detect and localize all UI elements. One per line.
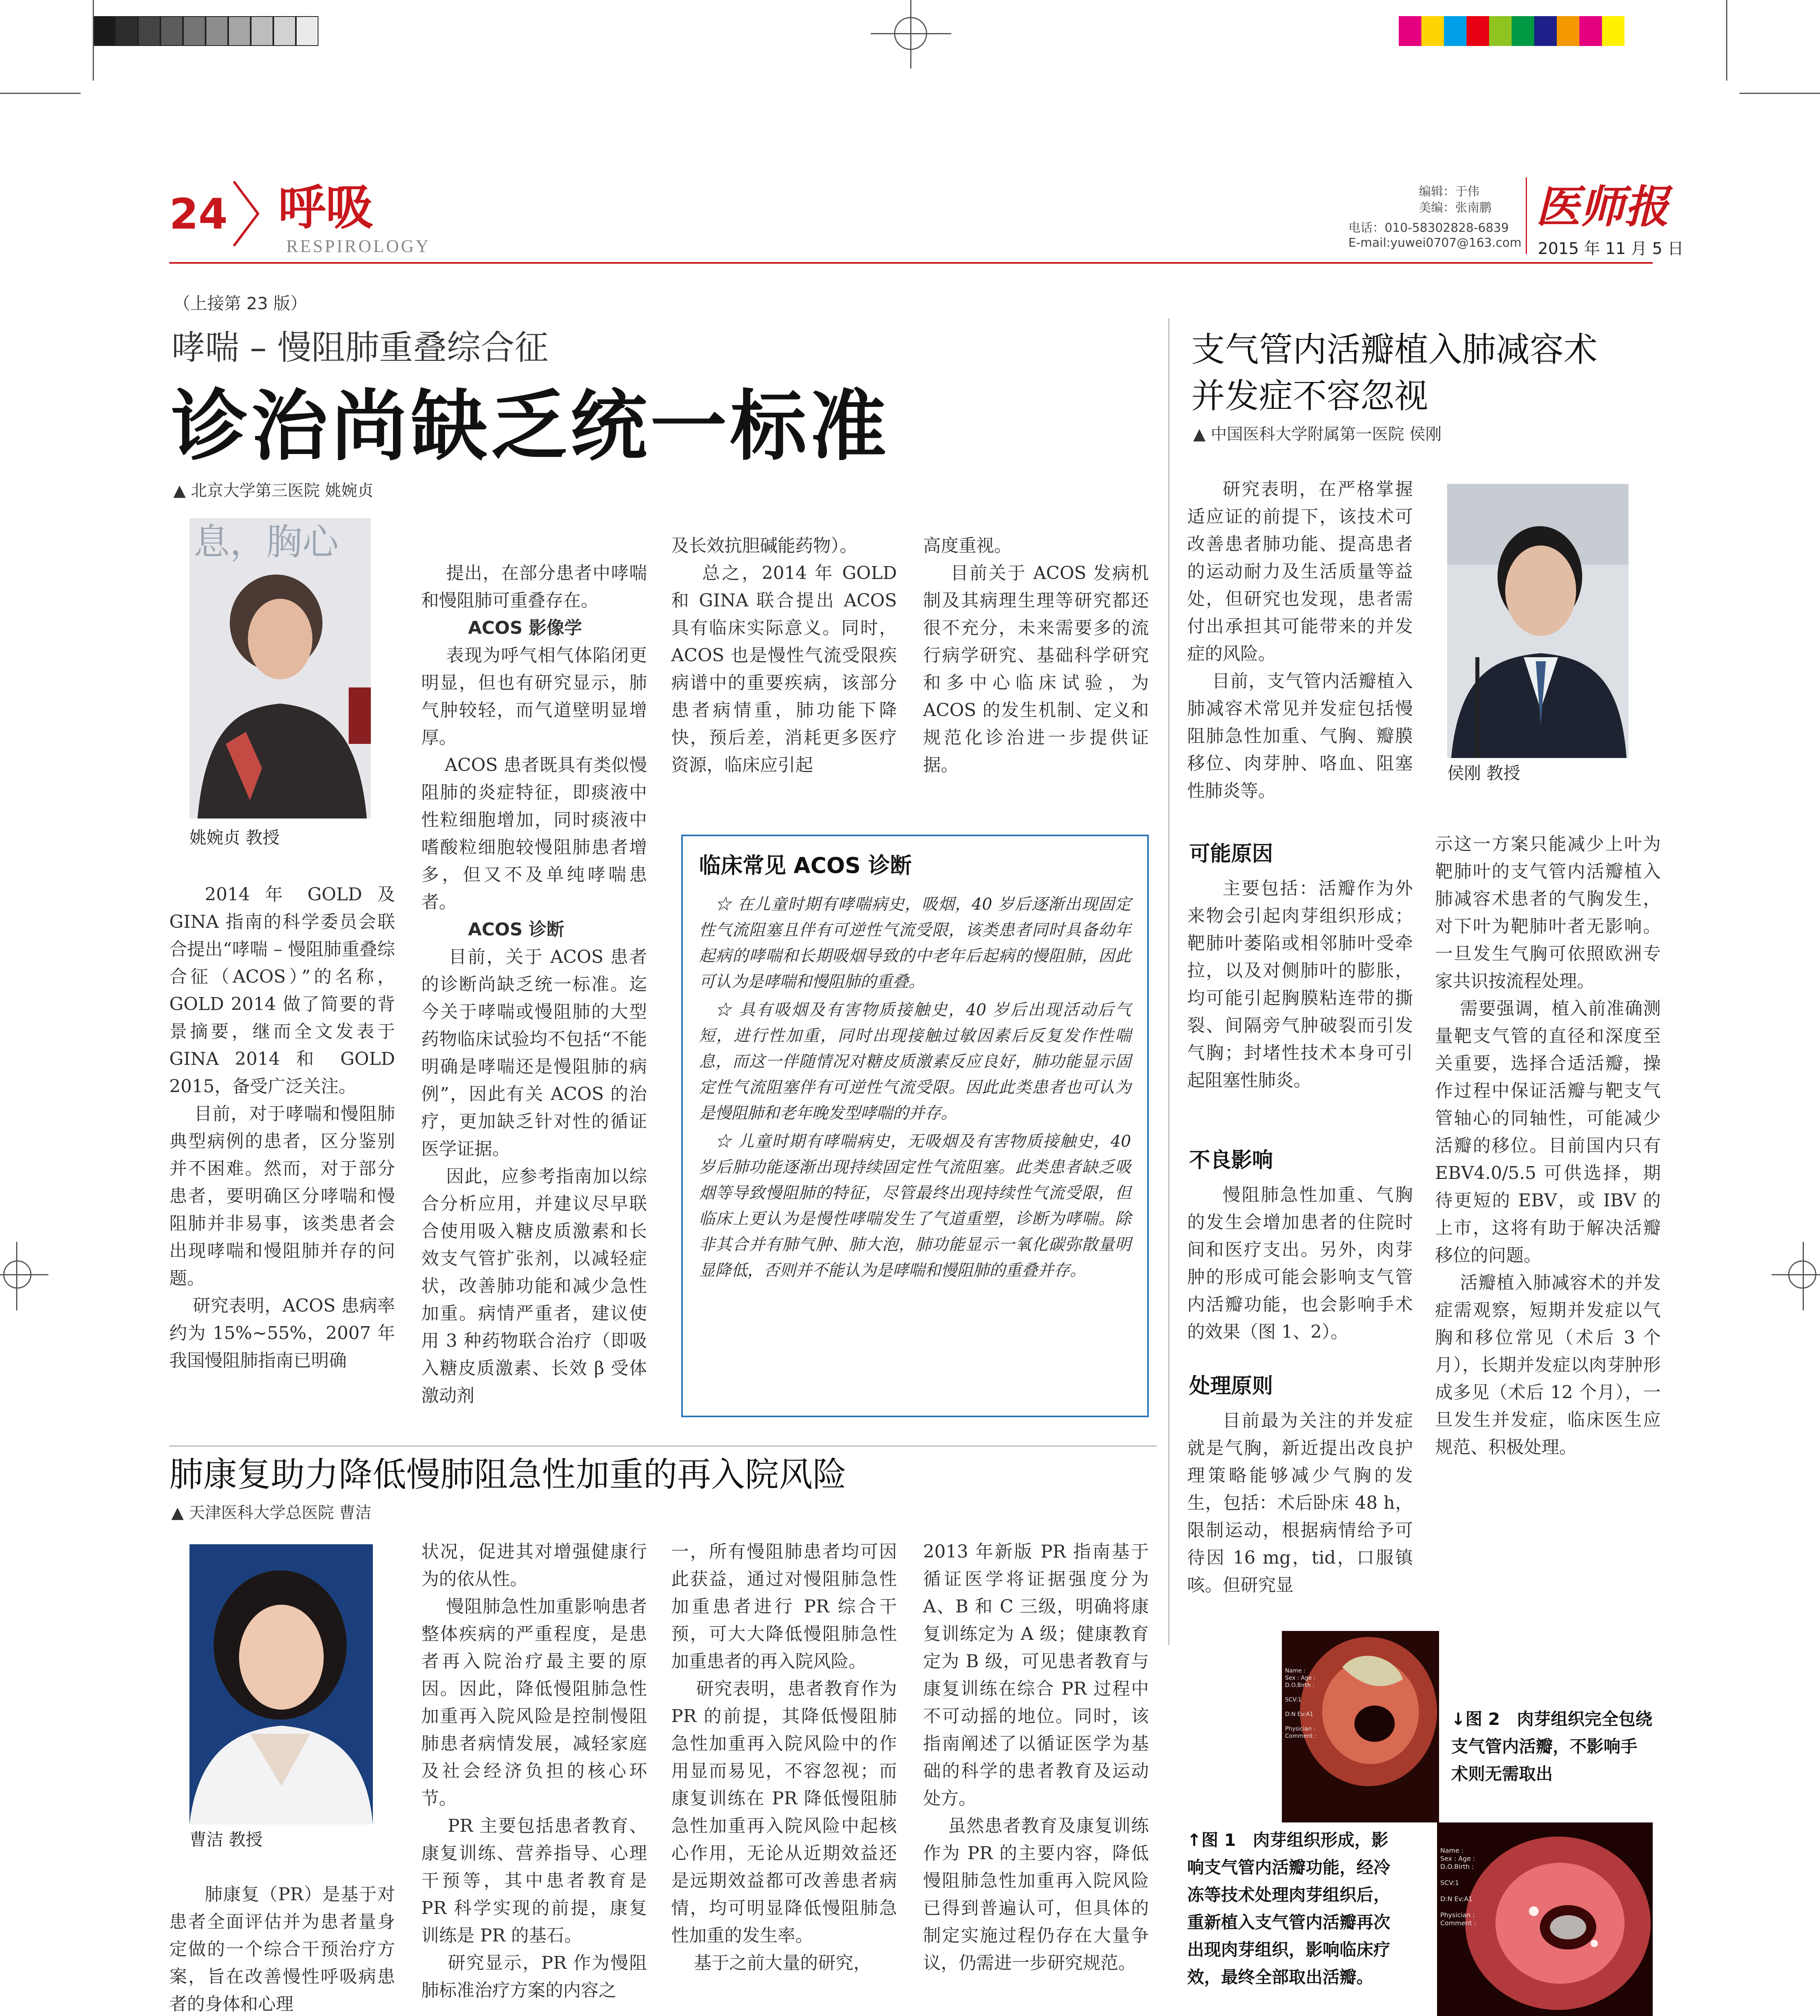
header-rule (169, 262, 1653, 264)
gray-swatch (273, 16, 296, 46)
chevron-icon (230, 177, 266, 250)
figure-1-caption: ↑图 1 肉芽组织形成，影响支气管内活瓣功能，经冷冻等技术处理肉芽组织后，重新植入支气管内活瓣再次出现肉芽组织，影响临床疗效，最终全部取出活瓣。 (1187, 1830, 1391, 1987)
figure-1-image (1282, 1631, 1439, 1822)
vertical-divider (1168, 319, 1169, 1645)
gray-swatch (115, 16, 138, 46)
section-subtitle: RESPIROLOGY (286, 236, 431, 256)
figure-1-overlay: Name : Sex : Age : D.O.Birth : SCV:1 D:N Ev:A1 Physician : Comment : (1285, 1668, 1317, 1739)
gray-swatch (228, 16, 251, 46)
issue-date: 2015 年 11 月 5 日 (1538, 240, 1684, 258)
article-intro: 研究表明，在严格掌握适应证的前提下，该技术可改善患者肺功能、提高患者的运动耐力及生活质量等益处，但研究也发现，患者需付出承担其可能带来的并发症的风险。 目前，支气管内活瓣植入肺减容术常见并发症包括慢阻肺急性加重、气胸、瓣膜移位、肉芽肿、咯血、阻塞性肺炎等。 (1187, 479, 1413, 801)
paper-logo: 医师报 (1536, 181, 1669, 233)
subhead-management: 处理原则 (1189, 1374, 1273, 1398)
author-photo (189, 1544, 373, 1824)
color-swatch (1399, 16, 1421, 46)
box-item-list (699, 891, 1131, 1283)
gray-swatch (160, 16, 183, 46)
continued-note: （上接第 23 版） (173, 294, 308, 313)
contact-phone: 电话：010-58302828-6839 (1348, 221, 1509, 235)
gray-swatch (251, 16, 273, 46)
clinical-info-box (681, 835, 1149, 1417)
gray-calibration-strip (93, 16, 318, 46)
article-column-2: 提出，在部分患者中哮喘和慢阻肺可重叠存在。 ACOS 影像学 表现为呼气相气体陷闭更明显，但也有研究显示，肺气肿较轻，而气道壁明显增厚。 ACOS 患者既具有类似慢阻肺的炎症特征，即痰液中性粒细胞增加，同时痰液中嗜酸粒细胞较慢阻肺患者增多，但又不及单纯哮喘患者。 ACOS 诊断 目前，关于 ACOS 患者的诊断尚缺乏统一标准。迄今关于哮喘或慢阻肺的大型药物临床试验均不包括“不能明确是哮喘还是慢阻肺的病例”，因此有关 ACOS 的治疗，更加缺乏针对性的循证医学证据。 因此，应参考指南加以综合分析应用，并建议尽早联合使用吸入糖皮质激素和长效支气管扩张剂，以减轻症状，改善肺功能和减少急性加重。病情严重者，建议使用 3 种药物联合治疗（即吸入糖皮质激素、长效 β 受体激动剂 (421, 563, 647, 1406)
color-swatch (1512, 16, 1534, 46)
article-title-line-1: 支气管内活瓣植入肺减容术 (1191, 330, 1598, 369)
subhead-causes: 可能原因 (1189, 842, 1273, 866)
author-photo-caption: 姚婉贞 教授 (189, 828, 280, 848)
paragraph-management: 目前最为关注的并发症就是气胸，新近提出改良护理策略能够减少气胸的发生，包括：术后卧床 48 h，限制运动，根据病情给予可待因 16 mg，tid，口服镇咳。但研究显 (1187, 1410, 1413, 1595)
article-column-3: 一，所有慢阻肺患者均可因此获益，通过对慢阻肺急性加重患者进行 PR 综合干预，可大大降低慢阻肺急性加重患者的再入院风险。 研究表明，患者教育作为 PR 的前提，其降低慢阻肺急性加重再入院风险中的作用显而易见，不容忽视；而康复训练在 PR 降低慢阻肺急性加重再入院风险中起核心作用，无论从近期效益还是远期效益都可改善患者病情，均可明显降低慢阻肺急性加重的发生率。 基于之前大量的研究， (671, 1541, 897, 1973)
article-title: 肺康复助力降低慢肺阻急性加重的再入院风险 (169, 1455, 847, 1494)
article-title-line-2: 并发症不容忽视 (1191, 376, 1429, 416)
author-photo-caption: 曹洁 教授 (189, 1830, 263, 1849)
article-title: 诊治尚缺乏统一标准 (171, 382, 890, 471)
author-byline: ▲ 中国医科大学附属第一医院 侯刚 (1193, 425, 1442, 444)
page-number: 24 (169, 190, 228, 239)
color-swatch (1557, 16, 1579, 46)
author-photo (189, 518, 371, 818)
author-byline: ▲ 北京大学第三医院 姚婉贞 (173, 481, 374, 500)
color-swatch (1534, 16, 1557, 46)
color-swatch (1421, 16, 1444, 46)
subhead-acos-diagnosis: ACOS 诊断 (468, 919, 564, 940)
box-item: ☆ 儿童时期有哮喘病史，无吸烟及有害物质接触史，40 岁后肺功能逐渐出现持续固定性气流阻塞。此类患者缺乏吸烟等导致慢阻肺的特征，尽管最终出现持续性气流受限，但临床上更认为是慢性哮喘发生了气道重塑，诊断为哮喘。除非其合并有肺气肿、肺大泡，肺功能显示一氧化碳弥散量明显降低，否则并不能认为是哮喘和慢阻肺的重叠并存。 (699, 1132, 1131, 1280)
gray-swatch (296, 16, 318, 46)
author-photo-caption: 侯刚 教授 (1447, 763, 1520, 783)
color-swatch (1579, 16, 1602, 46)
gray-swatch (93, 16, 115, 46)
box-item: ☆ 在儿童时期有哮喘病史，吸烟，40 岁后逐渐出现固定性气流阻塞且伴有可逆性气流受限，该类患者同时具备幼年起病的哮喘和长期吸烟导致的中老年后起病的慢阻肺，因此可认为是哮喘和慢阻肺的重叠。 (699, 895, 1131, 991)
paragraph-causes: 主要包括：活瓣作为外来物会引起肉芽组织形成；靶肺叶萎陷或相邻肺叶受牵拉，以及对侧肺叶的膨胀，均可能引起胸膜粘连带的撕裂、间隔旁气肿破裂而引发气胸；封堵性技术本身可引起阻塞性肺炎。 (1187, 878, 1413, 1091)
author-photo (1447, 484, 1629, 758)
designer-credit: 美编：张南鹏 (1419, 201, 1491, 215)
gray-swatch (206, 16, 228, 46)
editor-credit: 编辑：于伟 (1419, 185, 1479, 199)
article-column-3: 及长效抗胆碱能药物）。 总之，2014 年 GOLD 和 GINA 联合提出 ACOS 具有临床实际意义。同时，ACOS 也是慢性气流受限疾病谱中的重要疾病，该部分患者病情重，肺功能下降快，预后差，消耗更多医疗资源，临床应引起 (671, 535, 897, 775)
article-column-1: 2014 年 GOLD 及 GINA 指南的科学委员会联合提出“哮喘 – 慢阻肺重叠综合征（ACOS）”的名称，GOLD 2014 做了简要的背景摘要，继而全文发表于 GINA 2014 和 GOLD 2015，备受广泛关注。 目前，对于哮喘和慢阻肺典型病例的患者，区分鉴别并不困难。然而，对于部分患者，要明确区分哮喘和慢阻肺并非易事，该类患者会出现哮喘和慢阻肺并存的问题。 研究表明，ACOS 患病率约为 15%~55%，2007 年我国慢阻肺指南已明确 (169, 884, 395, 1371)
section-title: 呼吸 (278, 180, 374, 235)
figure-2-caption: ↓图 2 肉芽组织完全包绕支气管内活瓣，不影响手术则无需取出 (1451, 1709, 1653, 1784)
color-swatch (1444, 16, 1466, 46)
header-divider (1526, 177, 1527, 254)
box-title: 临床常见 ACOS 诊断 (699, 853, 912, 878)
color-calibration-strip (1399, 16, 1624, 46)
color-swatch (1602, 16, 1624, 46)
box-item: ☆ 具有吸烟及有害物质接触史，40 岁后出现活动后气短，进行性加重，同时出现接触过敏因素后反复发作性喘息，而这一伴随情况对糖皮质激素反应良好，肺功能显示固定性气流阻塞伴有可逆性气流受限。因此此类患者也可认为是慢阻肺和老年晚发型哮喘的并存。 (699, 1001, 1131, 1123)
section-divider (169, 1445, 1157, 1447)
article-column-1: 肺康复（PR）是基于对患者全面评估并为患者量身定做的一个综合干预治疗方案，旨在改善慢性呼吸病患者的身体和心理 (169, 1884, 395, 2014)
gray-swatch (138, 16, 160, 46)
color-swatch (1466, 16, 1489, 46)
subhead-acos-imaging: ACOS 影像学 (468, 618, 582, 638)
figure-2-overlay: Name : Sex : Age : D.O.Birth : SCV:1 D:N Ev:A1 Physician : Comment : (1440, 1847, 1476, 1927)
author-byline: ▲ 天津医科大学总医院 曹洁 (171, 1504, 372, 1522)
article-kicker: 哮喘 – 慢阻肺重叠综合征 (171, 328, 549, 367)
figure-2-image (1437, 1822, 1653, 2016)
article-column-4: 2013 年新版 PR 指南基于循证医学将证据强度分为 A、B 和 C 三级，明确将康复训练定为 A 级；健康教育定为 B 级，可见患者教育与康复训练在综合 PR 过程中不可动摇的地位。同时，该指南阐述了以循证医学为基础的科学的患者教育及运动处方。 虽然患者教育及康复训练作为 PR 的主要内容，降低慢阻肺急性加重再入院风险已得到普遍认可，但具体的制定实施过程仍存在大量争议，仍需进一步研究规范。 (923, 1541, 1149, 1973)
color-swatch (1489, 16, 1512, 46)
article-column-4: 高度重视。 目前关于 ACOS 发病机制及其病理生理等研究都还很不充分，未来需要多的流行病学研究、基础科学研究和多中心临床试验，为 ACOS 的发生机制、定义和规范化诊治进一步提供证据。 (923, 535, 1149, 775)
gray-swatch (183, 16, 206, 46)
article-column-2: 状况，促进其对增强健康行为的依从性。 慢阻肺急性加重影响患者整体疾病的严重程度，是患者再入院治疗最主要的原因。因此，降低慢阻肺急性加重再入院风险是控制慢阻肺患者病情发展，减轻家庭及社会经济负担的核心环节。 PR 主要包括患者教育、康复训练、营养指导、心理干预等，其中患者教育是 PR 科学实现的前提，康复训练是 PR 的基石。 研究显示，PR 作为慢阻肺标准治疗方案的内容之 (421, 1541, 647, 2001)
contact-email: E-mail:yuwei0707@163.com (1348, 236, 1522, 250)
paragraph-adverse-effects: 慢阻肺急性加重、气胸的发生会增加患者的住院时间和医疗支出。另外，肉芽肿的形成可能会影响支气管内活瓣功能，也会影响手术的效果（图 1、2）。 (1187, 1185, 1413, 1342)
subhead-adverse-effects: 不良影响 (1189, 1148, 1273, 1173)
svg-text:息，胸心: 息，胸心 (193, 521, 339, 563)
article-column-2: 示这一方案只能减少上叶为靶肺叶的支气管内活瓣植入肺减容术患者的气胸发生，对下叶为靶肺叶者无影响。一旦发生气胸可依照欧洲专家共识按流程处理。 需要强调，植入前准确测量靶支气管的直径和深度至关重要，选择合适活瓣，操作过程中保证活瓣与靶支气管轴心的同轴性，可能减少活瓣的移位。目前国内只有 EBV4.0/5.5 可供选择，期待更短的 EBV，或 IBV 的上市，这将有助于解决活瓣移位的问题。 活瓣植入肺减容术的并发症需观察，短期并发症以气胸和移位常见（术后 3 个月），长期并发症以肉芽肿形成多见（术后 12 个月），一旦发生并发症，临床医生应规范、积极处理。 (1435, 834, 1661, 1458)
